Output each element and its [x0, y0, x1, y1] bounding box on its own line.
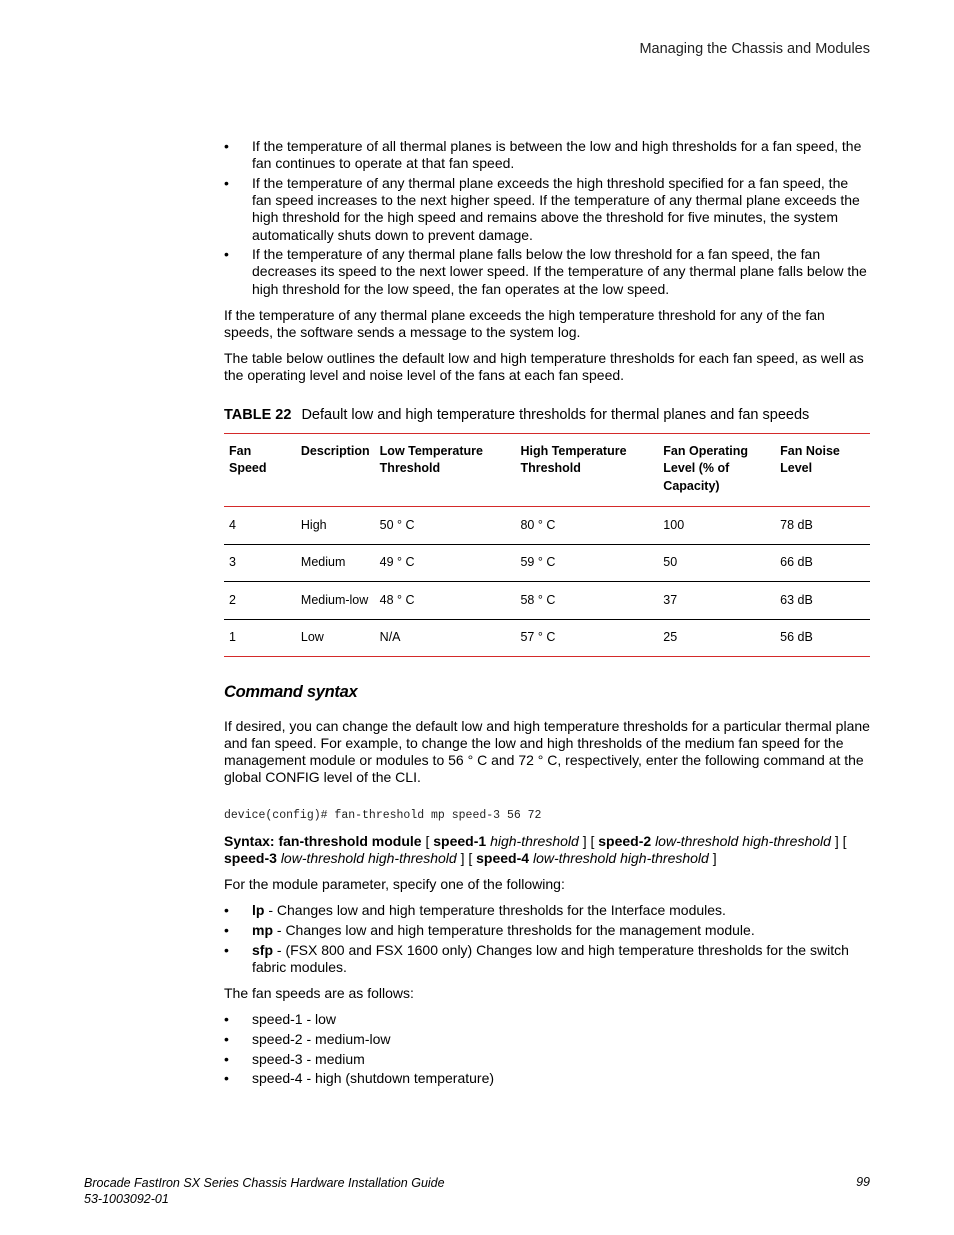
table-label: TABLE 22 [224, 406, 292, 423]
paragraph-table-intro: The table below outlines the default low and high temperature thresholds for each fan speed, as well as the operating level and noise level of the fans at each fan speed. [224, 350, 864, 384]
syntax-bracket: ] [ [582, 832, 595, 849]
paragraph-module-param: For the module parameter, specify one of the following: [224, 875, 565, 892]
paragraph-fan-speeds: The fan speeds are as follows: [224, 984, 414, 1001]
footer-doc-title: Brocade FastIron SX Series Chassis Hardware Installation Guide [84, 1176, 445, 1190]
syntax-keyword: speed-1 [433, 832, 487, 849]
table-cell: 1 [229, 630, 236, 645]
table-cell: 78 dB [775, 507, 870, 545]
syntax-argument: low-threshold high-threshold [280, 849, 457, 866]
syntax-argument: low-threshold high-threshold [655, 832, 831, 849]
table-cell: 37 [658, 582, 775, 620]
table-cell: 25 [663, 630, 678, 645]
syntax-prefix: Syntax: fan-threshold module [224, 832, 422, 849]
syntax-bracket: [ [425, 832, 430, 849]
param-key: mp [252, 921, 273, 938]
param-desc: - Changes low and high temperature thresholds for the management module. [273, 921, 755, 938]
table-cell: Medium-low [296, 582, 375, 620]
table-cell: 49 ° C [375, 544, 516, 582]
threshold-behavior-list [224, 138, 870, 298]
table-row [224, 619, 870, 657]
table-cell: Low [300, 630, 324, 645]
table-cell: Medium [296, 544, 375, 582]
param-key: sfp [252, 941, 273, 958]
table-cell: 2 [224, 582, 296, 620]
list-item: • If the temperature of all thermal planes is between the low and high thresholds for a fan speed, the fan continues to operate at that fan speed. [224, 138, 870, 172]
syntax-keyword: speed-2 [598, 832, 652, 849]
list-item: • speed-3 - medium [224, 1051, 870, 1068]
section-heading-command-syntax: Command syntax [224, 683, 358, 702]
footer-doc-number: 53-1003092-01 [84, 1192, 169, 1206]
paragraph-system-log: If the temperature of any thermal plane exceeds the high temperature threshold for any of the fan speeds, the software sends a message to the system log. [224, 306, 825, 341]
table-cell: 100 [658, 507, 775, 545]
column-header: High Temperature Threshold [515, 433, 658, 507]
list-item: • speed-2 - medium-low [224, 1031, 870, 1048]
syntax-bracket: ] [ [834, 832, 847, 849]
list-item [224, 902, 870, 919]
table-cell: 3 [224, 544, 296, 582]
table-row [224, 544, 870, 582]
cli-example: device(config)# fan-threshold mp speed-3 56 72 [224, 809, 542, 823]
footer-doc-info [84, 1175, 445, 1207]
table-caption-text: Default low and high temperature thresholds for thermal planes and fan speeds [301, 406, 810, 423]
table-cell: 4 [224, 507, 296, 545]
table-row [224, 582, 870, 620]
table-cell: 50 [658, 544, 775, 582]
table-cell: 80 ° C [515, 507, 658, 545]
column-header: Description [296, 433, 375, 507]
table-cell: 56 dB [780, 630, 813, 645]
page-number: 99 [856, 1175, 870, 1189]
running-header: Managing the Chassis and Modules [639, 41, 870, 57]
list-item [224, 942, 870, 976]
column-header: Fan Operating Level (% of Capacity) [658, 433, 775, 507]
list-item: • If the temperature of any thermal plane exceeds the high threshold specified for a fan speed, the fan speed increases to the next higher speed. If the temperature of any thermal plane exceeds the high threshold for the high speed and remains above the threshold for five minutes, the system automatically shuts down to prevent damage. [224, 175, 870, 244]
syntax-argument: low-threshold high-threshold [532, 849, 709, 866]
param-desc: - Changes low and high temperature thresholds for the Interface modules. [264, 902, 726, 919]
syntax-bracket: ] [ [460, 849, 473, 866]
column-header: Fan Speed [224, 433, 296, 507]
list-item: • speed-4 - high (shutdown temperature) [224, 1070, 870, 1087]
table-cell: 66 dB [775, 544, 870, 582]
syntax-keyword: speed-4 [476, 849, 530, 866]
list-item: • If the temperature of any thermal plane falls below the low threshold for a fan speed, the fan decreases its speed to the next lower speed. If the temperature of any thermal plane falls below the high threshold for the low speed, the fan operates at the low speed. [224, 246, 870, 298]
table-cell: 50 ° C [375, 507, 516, 545]
table-cell: 57 ° C [520, 630, 556, 645]
list-item: • speed-1 - low [224, 1011, 870, 1028]
table-cell: 63 dB [775, 582, 870, 620]
syntax-argument: high-threshold [490, 832, 579, 849]
syntax-bracket: ] [712, 849, 717, 866]
module-param-list [224, 902, 870, 976]
table-caption [224, 407, 870, 424]
list-item [224, 922, 870, 939]
paragraph-command-intro: If desired, you can change the default low and high temperature thresholds for a particular thermal plane and fan speed. For example, to change the low and high thresholds of the medium fan speed for the management module or modules to 56 ° C and 72 ° C, respectively, enter the following command at the global CONFIG level of the CLI. [224, 717, 870, 786]
column-header: Fan Noise Level [775, 433, 870, 507]
table-cell: 48 ° C [375, 582, 516, 620]
table-cell: 59 ° C [515, 544, 658, 582]
page-content [224, 138, 870, 1090]
table-cell: High [296, 507, 375, 545]
column-header: Low Temperature Threshold [375, 433, 516, 507]
param-desc: - (FSX 800 and FSX 1600 only) Changes low and high temperature thresholds for the switch fabric modules. [252, 941, 849, 975]
syntax-keyword: speed-3 [224, 849, 277, 866]
table-header-row [224, 433, 870, 507]
syntax-line [224, 833, 870, 867]
param-key: lp [252, 902, 265, 919]
table-row [224, 507, 870, 545]
fan-threshold-table [224, 433, 870, 658]
table-cell: 58 ° C [515, 582, 658, 620]
table-cell: N/A [379, 630, 401, 645]
fan-speed-list [224, 1011, 870, 1087]
